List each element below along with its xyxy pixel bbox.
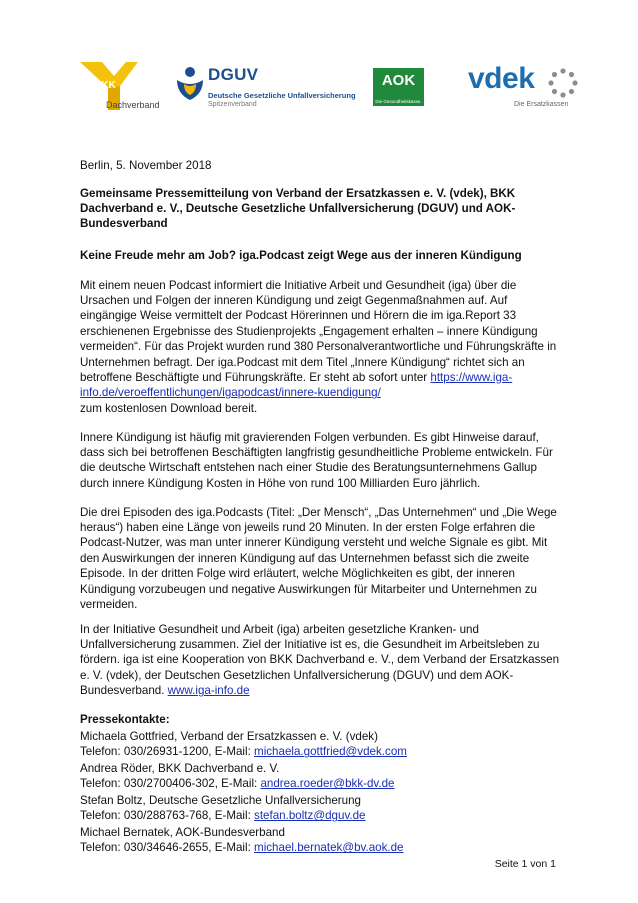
contact-email-link[interactable]: michael.bernatek@bv.aok.de: [254, 841, 404, 855]
paragraph-1-after: zum kostenlosen Download bereit.: [80, 401, 258, 415]
vdek-sub: Die Ersatzkassen: [514, 101, 569, 108]
contact-phone-line: [80, 808, 565, 823]
dguv-line1: Deutsche Gesetzliche Unfallversicherung: [208, 91, 356, 100]
paragraph-4: [80, 622, 565, 699]
contact-email-link[interactable]: andrea.roeder@bkk-dv.de: [260, 777, 395, 791]
contact-item: [80, 761, 565, 792]
paragraph-1: [80, 278, 565, 417]
contact-item: [80, 729, 565, 760]
aok-sub: Die Gesundheitskasse.: [375, 99, 422, 104]
contact-item: [80, 825, 565, 856]
contact-name: Stefan Boltz, Deutsche Gesetzliche Unfallversicherung: [80, 794, 361, 807]
iga-website-link[interactable]: www.iga-info.de: [167, 684, 250, 698]
contact-name: Andrea Röder, BKK Dachverband e. V.: [80, 762, 280, 775]
logo-bar: [0, 0, 638, 120]
contact-phone: Telefon: 030/2700406-302, E-Mail:: [80, 777, 261, 791]
aok-word: AOK: [381, 72, 416, 89]
contact-item: [80, 793, 565, 824]
headline: Keine Freude mehr am Job? iga.Podcast zeigt Wege aus der inneren Kündigung: [80, 248, 522, 262]
contacts-heading: Pressekontakte:: [80, 712, 170, 726]
contact-name: Michaela Gottfried, Verband der Ersatzkassen e. V. (vdek): [80, 730, 378, 743]
page-footer: Seite 1 von 1: [494, 858, 556, 870]
vdek-logo: [468, 64, 578, 110]
podcast-link[interactable]: https://www.iga-info.de/veroeffentlichungen/igapodcast/innere-kuendigung/: [80, 371, 513, 400]
contact-phone-line: [80, 744, 565, 759]
vdek-dots-icon: [548, 68, 578, 98]
contact-phone: Telefon: 030/288763-768, E-Mail:: [80, 809, 255, 823]
dguv-person-icon: [175, 66, 205, 102]
contact-phone: Telefon: 030/34646-2655, E-Mail:: [80, 841, 255, 855]
bkk-word: BKK: [94, 80, 116, 91]
paragraph-4-text: In der Initiative Gesundheit und Arbeit (iga) arbeiten gesetzliche Kranken- und Unfallversicherung zusammen. Ziel der Initiative ist es, die Gesundheit im Arbeitsleben zu fördern. iga ist eine Kooperation von BKK Dachverband e. V., dem Verband der Ersatzkassen e. V. (vdek), der Deutschen Gesetzlichen Unfallversicherung (DGUV) und dem AOK-Bundesverband.: [80, 622, 560, 698]
contact-phone-line: [80, 840, 565, 855]
contact-phone: Telefon: 030/26931-1200, E-Mail:: [80, 745, 255, 759]
paragraph-1-text: Mit einem neuen Podcast informiert die Initiative Arbeit und Gesundheit (iga) über die Ursachen und Folgen der inneren Kündigung und zeigt Gegenmaßnahmen auf. Auf eingängige Weise vermittelt der Podcast Hörerinnen und Hörern die im iga.Report 33 erschienenen Ergebnisse des Studienprojekts „Engagement erhalten – innere Kündigung vermeiden“. Für das Projekt wurden rund 380 Personalverantwortliche und Führungskräfte in Unternehmen befragt. Der iga.Podcast mit dem Titel „Innere Kündigung“ richtet sich an betroffene Beschäftigte und Führungskräfte. Er steht ab sofort unter: [80, 278, 557, 385]
vdek-word: vdek: [468, 62, 535, 95]
paragraph-3: Die drei Episoden des iga.Podcasts (Titel: „Der Mensch“, „Das Unternehmen“ und „Die Wege heraus“) haben eine Länge von jeweils rund 20 Minuten. In der ersten Folge erfahren die Podcast-Nutzer, was man unter innerer Kündigung versteht und welche Signale es gibt. Mit den Auswirkungen der inneren Kündigung auf das Unternehmen befasst sich die zweite Episode. In der dritten Folge wird erläutert, welche Möglichkeiten es gibt, der inneren Kündigung vorzubeugen und negative Auswirkungen für Mitarbeiter und Unternehmen zu vermeiden.: [80, 505, 557, 612]
contact-email-link[interactable]: stefan.boltz@dguv.de: [254, 809, 366, 823]
bkk-sub: Dachverband: [106, 100, 160, 110]
contact-email-link[interactable]: michaela.gottfried@vdek.com: [254, 745, 407, 759]
dguv-logo: [175, 66, 355, 112]
contact-name: Michael Bernatek, AOK-Bundesverband: [80, 826, 285, 839]
dguv-line2: Spitzenverband: [208, 101, 257, 108]
paragraph-2: Innere Kündigung ist häufig mit gravierenden Folgen verbunden. Es gibt Hinweise darauf, dass sich bei betroffenen Beschäftigten langfristig gesundheitliche Probleme entwickeln. Für die deutsche Wirtschaft entstehen nach einer Studie des Beratungsunternehmens Gallup durch innere Kündigung Kosten in Höhe von rund 100 Milliarden Euro jährlich.: [80, 430, 553, 490]
press-release-title: Gemeinsame Pressemitteilung von Verband der Ersatzkassen e. V. (vdek), BKK Dachverband e. V., Deutsche Gesetzliche Unfallversicherung (DGUV) und AOK-Bundesverband: [80, 186, 516, 231]
bkk-logo: [80, 62, 170, 112]
dguv-word: DGUV: [208, 65, 259, 84]
aok-logo: [373, 68, 424, 106]
contact-phone-line: [80, 776, 565, 791]
date-line: Berlin, 5. November 2018: [80, 158, 212, 172]
